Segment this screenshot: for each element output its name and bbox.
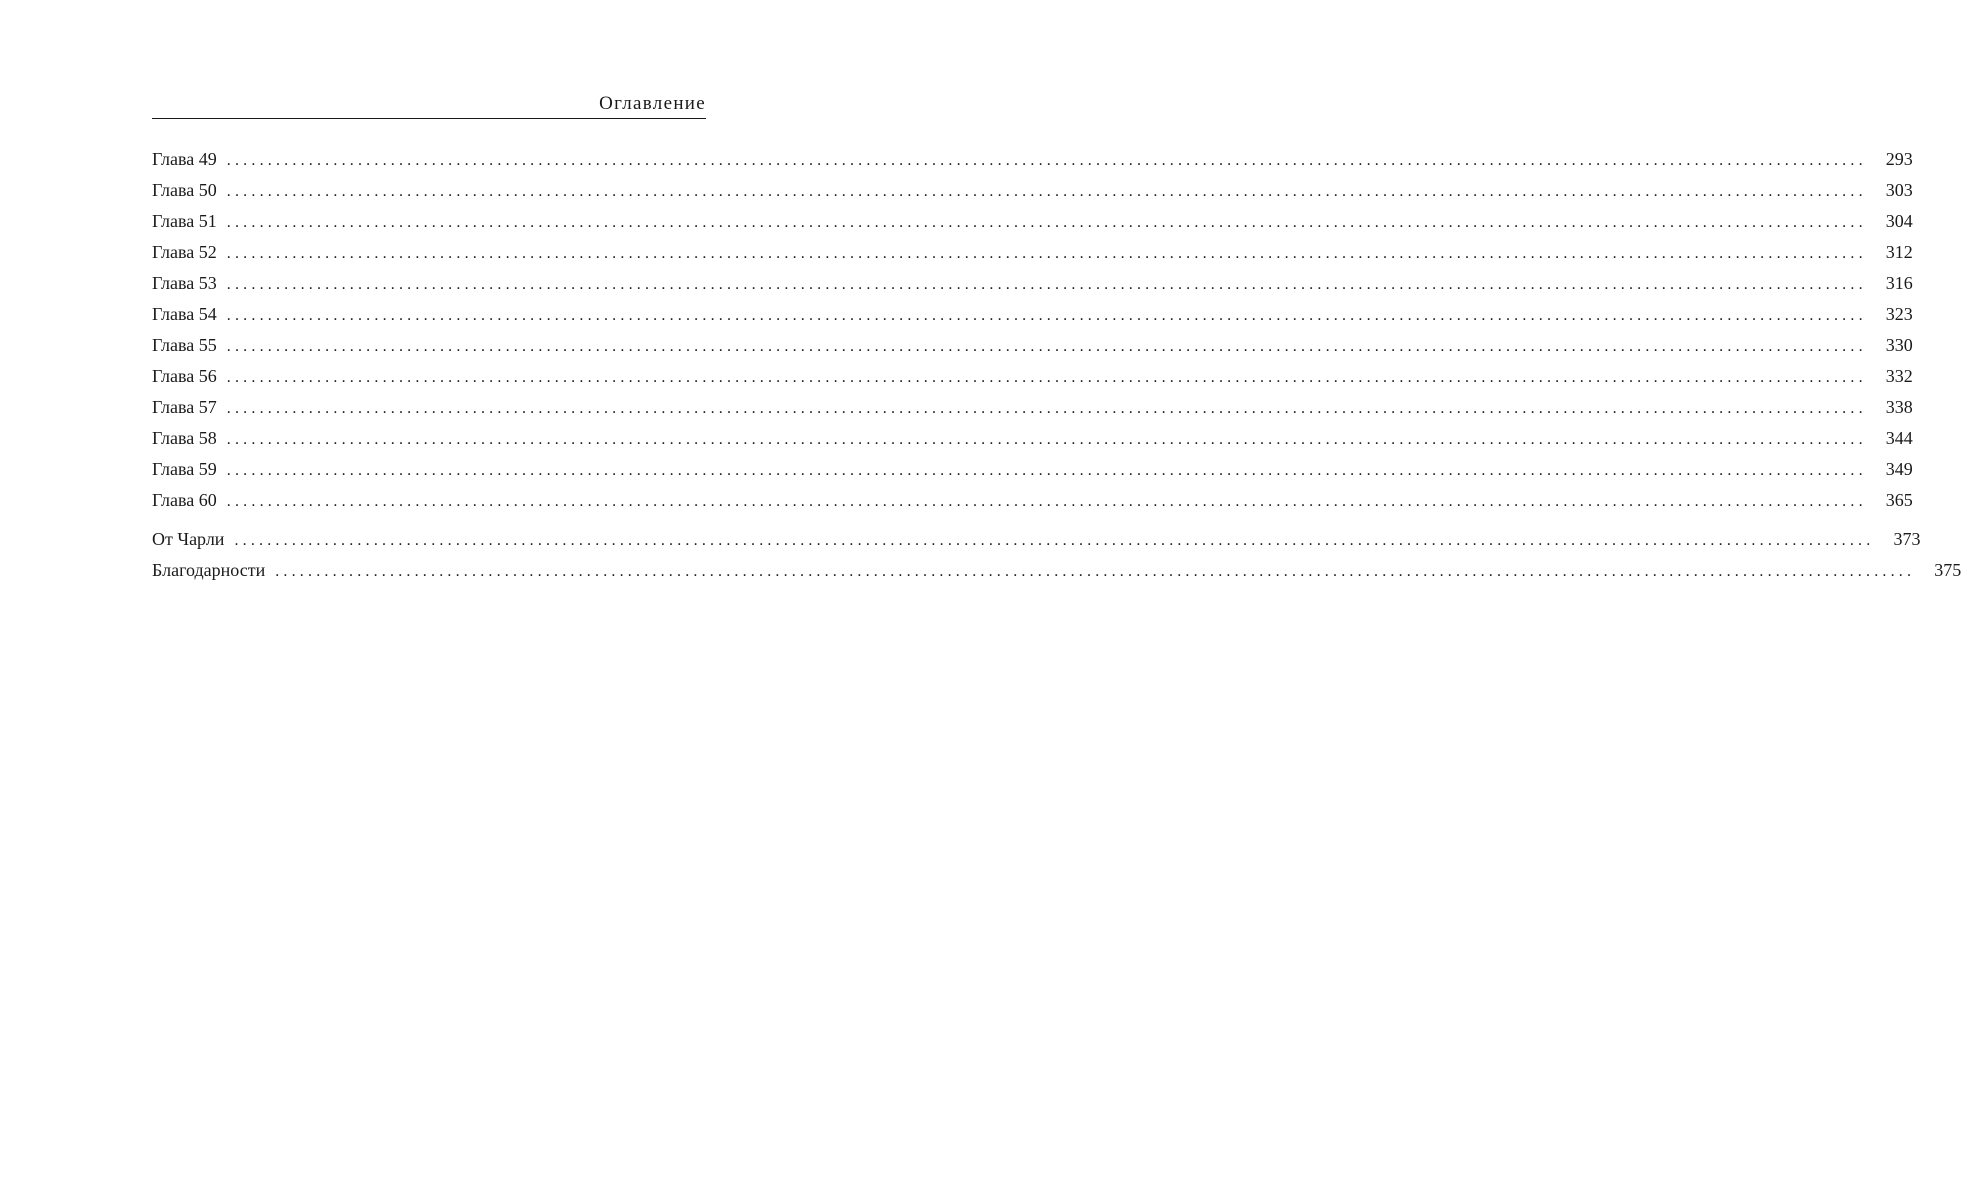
toc-entry-page-number: 316 — [1885, 273, 1913, 293]
toc-entry-page-number: 373 — [1893, 529, 1921, 549]
toc-entry-title: Глава 53 — [152, 273, 217, 293]
dot-leader: ........................................................................................................................................................................................................ — [226, 276, 1867, 293]
toc-entry[interactable] — [152, 206, 1913, 237]
toc-entry-title: Глава 50 — [152, 180, 217, 200]
toc-entry[interactable] — [152, 423, 1913, 454]
toc-entry-title: Глава 58 — [152, 428, 217, 448]
toc-group — [152, 144, 1913, 516]
dot-leader: ........................................................................................................................................................................................................ — [226, 214, 1867, 231]
dot-leader: ........................................................................................................................................................................................................ — [226, 431, 1867, 448]
toc-entry[interactable] — [152, 361, 1913, 392]
toc-entry[interactable] — [152, 175, 1913, 206]
toc-entry-title: Глава 60 — [152, 490, 217, 510]
toc-entry-page-number: 330 — [1885, 335, 1913, 355]
toc-entry-page-number: 293 — [1885, 149, 1913, 169]
toc-entry[interactable] — [152, 330, 1913, 361]
toc-entry-page-number: 332 — [1885, 366, 1913, 386]
toc-entry-title: От Чарли — [152, 529, 225, 549]
dot-leader: ........................................................................................................................................................................................................ — [275, 563, 1916, 580]
toc-group — [152, 524, 1961, 586]
toc-entry-title: Глава 56 — [152, 366, 217, 386]
toc-entry-title: Глава 54 — [152, 304, 217, 324]
toc-entry-page-number: 365 — [1885, 490, 1913, 510]
toc-entry-page-number: 375 — [1934, 560, 1961, 580]
toc-entry[interactable] — [152, 392, 1913, 423]
dot-leader: ........................................................................................................................................................................................................ — [234, 532, 1875, 549]
toc-entry-title: Глава 52 — [152, 242, 217, 262]
toc-entry[interactable] — [152, 144, 1913, 175]
dot-leader: ........................................................................................................................................................................................................ — [226, 338, 1867, 355]
toc-entry-title: Глава 51 — [152, 211, 217, 231]
toc-entry-page-number: 338 — [1885, 397, 1913, 417]
toc-entry-title: Глава 49 — [152, 149, 217, 169]
toc-entry[interactable] — [152, 555, 1961, 586]
toc-entry-page-number: 312 — [1885, 242, 1913, 262]
toc-entry-title: Глава 59 — [152, 459, 217, 479]
toc-entry-title: Глава 55 — [152, 335, 217, 355]
toc-entry-title: Глава 57 — [152, 397, 217, 417]
dot-leader: ........................................................................................................................................................................................................ — [226, 369, 1867, 386]
table-of-contents — [152, 144, 1961, 586]
toc-entry[interactable] — [152, 454, 1913, 485]
dot-leader: ........................................................................................................................................................................................................ — [226, 400, 1867, 417]
toc-entry[interactable] — [152, 268, 1913, 299]
toc-entry[interactable] — [152, 299, 1913, 330]
toc-entry[interactable] — [152, 524, 1921, 555]
toc-entry-page-number: 303 — [1885, 180, 1913, 200]
toc-entry[interactable] — [152, 485, 1913, 516]
dot-leader: ........................................................................................................................................................................................................ — [226, 462, 1867, 479]
page-title: Оглавление — [599, 93, 706, 114]
dot-leader: ........................................................................................................................................................................................................ — [226, 152, 1867, 169]
dot-leader: ........................................................................................................................................................................................................ — [226, 307, 1867, 324]
running-header — [152, 92, 706, 119]
dot-leader: ........................................................................................................................................................................................................ — [226, 183, 1867, 200]
toc-entry-page-number: 349 — [1885, 459, 1913, 479]
toc-entry[interactable] — [152, 237, 1913, 268]
dot-leader: ........................................................................................................................................................................................................ — [226, 245, 1867, 262]
toc-entry-title: Благодарности — [152, 560, 266, 580]
toc-entry-page-number: 304 — [1885, 211, 1913, 231]
toc-entry-page-number: 344 — [1885, 428, 1913, 448]
toc-entry-page-number: 323 — [1885, 304, 1913, 324]
dot-leader: ........................................................................................................................................................................................................ — [226, 493, 1867, 510]
